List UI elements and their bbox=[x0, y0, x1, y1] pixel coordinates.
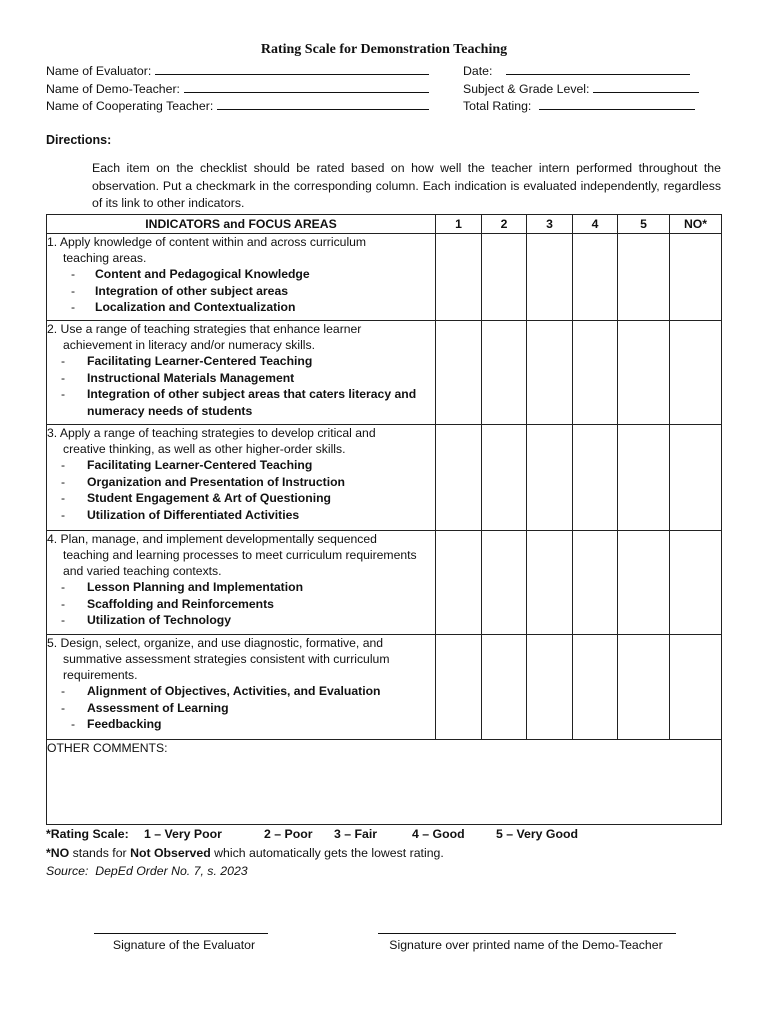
indicator-title: 5. Design, select, organize, and use diagnostic, formative, and bbox=[47, 636, 384, 650]
focus-area-label: Localization and Contextualization bbox=[95, 300, 296, 314]
rating-cell-3[interactable] bbox=[527, 635, 573, 740]
comments-label: OTHER COMMENTS: bbox=[47, 741, 168, 755]
indicator-text bbox=[47, 321, 435, 353]
rating-table bbox=[46, 214, 722, 825]
rating-cell-2[interactable] bbox=[482, 234, 527, 321]
rating-cell-4[interactable] bbox=[573, 531, 618, 635]
total-rating-field bbox=[463, 97, 695, 113]
focus-area: - Lesson Planning and Implementation bbox=[47, 579, 435, 596]
focus-area: - Assessment of Learning bbox=[47, 700, 435, 717]
demo-teacher-signature-line[interactable] bbox=[378, 933, 676, 934]
focus-area-label: Utilization of Differentiated Activities bbox=[87, 507, 300, 522]
scale-4: 4 – Good bbox=[412, 827, 465, 841]
rating-cell-3[interactable] bbox=[527, 321, 573, 425]
rating-cell-3[interactable] bbox=[527, 425, 573, 531]
scale-3: 3 – Fair bbox=[334, 827, 378, 841]
indicator-title: 3. Apply a range of teaching strategies to develop critical and bbox=[47, 426, 376, 440]
demo-teacher-label: Name of Demo-Teacher: bbox=[46, 82, 180, 96]
page-title: Rating Scale for Demonstration Teaching bbox=[260, 42, 508, 57]
indicator-text bbox=[47, 425, 435, 457]
focus-area: - Content and Pedagogical Knowledge bbox=[47, 266, 435, 283]
source-note: Source: DepEd Order No. 7, s. 2023 bbox=[46, 864, 248, 878]
focus-area: - Facilitating Learner-Centered Teaching bbox=[47, 353, 435, 370]
focus-area-label: Feedbacking bbox=[87, 717, 162, 731]
header-rating-1: 1 bbox=[436, 215, 482, 234]
focus-area-label: Utilization of Technology bbox=[87, 613, 231, 627]
rating-cell-1[interactable] bbox=[436, 635, 482, 740]
focus-area: - Utilization of Technology bbox=[47, 612, 435, 629]
rating-cell-no[interactable] bbox=[670, 531, 722, 635]
focus-area: - Student Engagement & Art of Questioning bbox=[47, 490, 435, 507]
rating-cell-1[interactable] bbox=[436, 425, 482, 531]
rating-cell-2[interactable] bbox=[482, 531, 527, 635]
total-rating-blank[interactable] bbox=[539, 97, 695, 110]
indicator-text bbox=[47, 531, 435, 579]
table-row bbox=[47, 635, 722, 740]
focus-area: - Feedbacking bbox=[47, 716, 435, 733]
rating-cell-1[interactable] bbox=[436, 234, 482, 321]
table-row bbox=[47, 234, 722, 321]
table-header-row bbox=[47, 215, 722, 234]
cooperating-teacher-blank[interactable] bbox=[217, 97, 429, 110]
rating-cell-2[interactable] bbox=[482, 635, 527, 740]
focus-area-label: Scaffolding and Reinforcements bbox=[87, 596, 274, 611]
rating-cell-5[interactable] bbox=[618, 321, 670, 425]
focus-area-label: Content and Pedagogical Knowledge bbox=[95, 267, 310, 281]
indicator-title: 2. Use a range of teaching strategies that enhance learner bbox=[47, 322, 362, 336]
cooperating-teacher-label: Name of Cooperating Teacher: bbox=[46, 99, 214, 113]
header-rating-4: 4 bbox=[573, 215, 618, 234]
rating-cell-no[interactable] bbox=[670, 425, 722, 531]
header-rating-3: 3 bbox=[527, 215, 573, 234]
no-suffix: which automatically gets the lowest rating. bbox=[210, 846, 444, 860]
rating-cell-1[interactable] bbox=[436, 531, 482, 635]
focus-area: - Utilization of Differentiated Activities bbox=[47, 507, 435, 524]
indicator-cell bbox=[47, 635, 436, 740]
demo-teacher-blank[interactable] bbox=[184, 80, 429, 93]
rating-cell-4[interactable] bbox=[573, 635, 618, 740]
scale-5: 5 – Very Good bbox=[496, 827, 579, 841]
focus-area: - Integration of other subject areas bbox=[47, 283, 435, 300]
indicator-title-cont: teaching and learning processes to meet curriculum requirements and varied teaching contexts. bbox=[63, 548, 417, 578]
rating-cell-2[interactable] bbox=[482, 321, 527, 425]
focus-area-label: Alignment of Objectives, Activities, and Evaluation bbox=[87, 684, 381, 698]
focus-area-label: Facilitating Learner-Centered Teaching bbox=[87, 354, 313, 368]
indicator-title: 1. Apply knowledge of content within and across curriculum bbox=[47, 235, 367, 249]
indicator-title-cont: teaching areas. bbox=[63, 251, 147, 265]
evaluator-field bbox=[46, 62, 429, 78]
focus-area: - Organization and Presentation of Instruction bbox=[47, 474, 435, 491]
focus-area-label: Integration of other subject areas that caters literacy and numeracy needs of students bbox=[87, 387, 417, 418]
table-row bbox=[47, 531, 722, 635]
rating-scale-legend bbox=[46, 827, 578, 841]
indicator-cell bbox=[47, 531, 436, 635]
no-prefix: *NO bbox=[46, 846, 70, 860]
focus-area: - Scaffolding and Reinforcements bbox=[47, 596, 435, 613]
indicator-cell bbox=[47, 321, 436, 425]
rating-cell-5[interactable] bbox=[618, 531, 670, 635]
evaluator-signature-label: Signature of the Evaluator bbox=[112, 938, 256, 952]
focus-area-label: Instructional Materials Management bbox=[87, 370, 295, 385]
comments-row bbox=[47, 740, 722, 825]
demo-teacher-field bbox=[46, 80, 429, 96]
indicator-text bbox=[47, 234, 435, 266]
scale-1: 1 – Very Poor bbox=[144, 827, 222, 841]
rating-cell-2[interactable] bbox=[482, 425, 527, 531]
rating-cell-no[interactable] bbox=[670, 321, 722, 425]
no-mid: stands for bbox=[69, 846, 131, 860]
scale-2: 2 – Poor bbox=[264, 827, 313, 841]
header-not-observed: NO* bbox=[670, 215, 722, 234]
table-row bbox=[47, 321, 722, 425]
rating-cell-no[interactable] bbox=[670, 635, 722, 740]
rating-cell-5[interactable] bbox=[618, 635, 670, 740]
subject-grade-blank[interactable] bbox=[593, 80, 699, 93]
header-indicators: INDICATORS and FOCUS AREAS bbox=[47, 215, 436, 234]
indicator-cell bbox=[47, 425, 436, 531]
focus-area-label: Lesson Planning and Implementation bbox=[87, 580, 304, 594]
rating-cell-1[interactable] bbox=[436, 321, 482, 425]
date-blank[interactable] bbox=[506, 62, 690, 75]
date-field bbox=[463, 62, 690, 78]
indicator-title-cont: creative thinking, as well as other higher-order skills. bbox=[63, 442, 346, 456]
header-rating-5: 5 bbox=[618, 215, 670, 234]
evaluator-signature-line[interactable] bbox=[94, 933, 268, 934]
focus-area-label: Integration of other subject areas bbox=[95, 283, 289, 298]
focus-area-label: Facilitating Learner-Centered Teaching bbox=[87, 458, 313, 472]
date-label: Date: bbox=[463, 64, 493, 78]
rating-cell-3[interactable] bbox=[527, 531, 573, 635]
no-bold: Not Observed bbox=[130, 846, 211, 860]
indicator-cell bbox=[47, 234, 436, 321]
comments-cell[interactable] bbox=[47, 740, 722, 825]
header-rating-2: 2 bbox=[482, 215, 527, 234]
rating-cell-4[interactable] bbox=[573, 321, 618, 425]
rating-cell-no[interactable] bbox=[670, 234, 722, 321]
focus-area: - Instructional Materials Management bbox=[47, 370, 435, 387]
focus-area: - Facilitating Learner-Centered Teaching bbox=[47, 457, 435, 474]
evaluator-label: Name of Evaluator: bbox=[46, 64, 152, 78]
focus-area-label: Student Engagement & Art of Questioning bbox=[87, 491, 331, 505]
cooperating-teacher-field bbox=[46, 97, 429, 113]
not-observed-note bbox=[46, 846, 444, 860]
indicator-title-cont: summative assessment strategies consistent with curriculum requirements. bbox=[63, 652, 390, 682]
subject-grade-label: Subject & Grade Level: bbox=[463, 82, 590, 96]
rating-cell-5[interactable] bbox=[618, 234, 670, 321]
indicator-text bbox=[47, 635, 435, 683]
directions-text: Each item on the checklist should be rated based on how well the teacher intern performed throughout the observation. Put a checkmark in the corresponding column. Each indication is evaluated independently, regardless of its link to other indicators. bbox=[92, 161, 721, 211]
rating-scale-label: *Rating Scale: bbox=[46, 827, 129, 841]
indicator-title-cont: achievement in literacy and/or numeracy skills. bbox=[63, 338, 315, 352]
total-rating-label: Total Rating: bbox=[463, 99, 532, 113]
focus-area-label: Assessment of Learning bbox=[87, 700, 229, 715]
focus-area: - Localization and Contextualization bbox=[47, 299, 435, 316]
directions-label: Directions: bbox=[46, 133, 112, 147]
rating-cell-5[interactable] bbox=[618, 425, 670, 531]
subject-grade-field bbox=[463, 80, 699, 96]
table-row bbox=[47, 425, 722, 531]
focus-area: - Integration of other subject areas that caters literacy and numeracy needs of students bbox=[47, 386, 435, 419]
rating-cell-4[interactable] bbox=[573, 234, 618, 321]
rating-cell-4[interactable] bbox=[573, 425, 618, 531]
indicator-title: 4. Plan, manage, and implement developmentally sequenced bbox=[47, 532, 377, 546]
focus-area-label: Organization and Presentation of Instruction bbox=[87, 474, 345, 489]
focus-area: - Alignment of Objectives, Activities, and Evaluation bbox=[47, 683, 435, 700]
evaluator-blank[interactable] bbox=[155, 62, 429, 75]
demo-teacher-signature-label: Signature over printed name of the Demo-Teacher bbox=[389, 938, 663, 952]
rating-cell-3[interactable] bbox=[527, 234, 573, 321]
